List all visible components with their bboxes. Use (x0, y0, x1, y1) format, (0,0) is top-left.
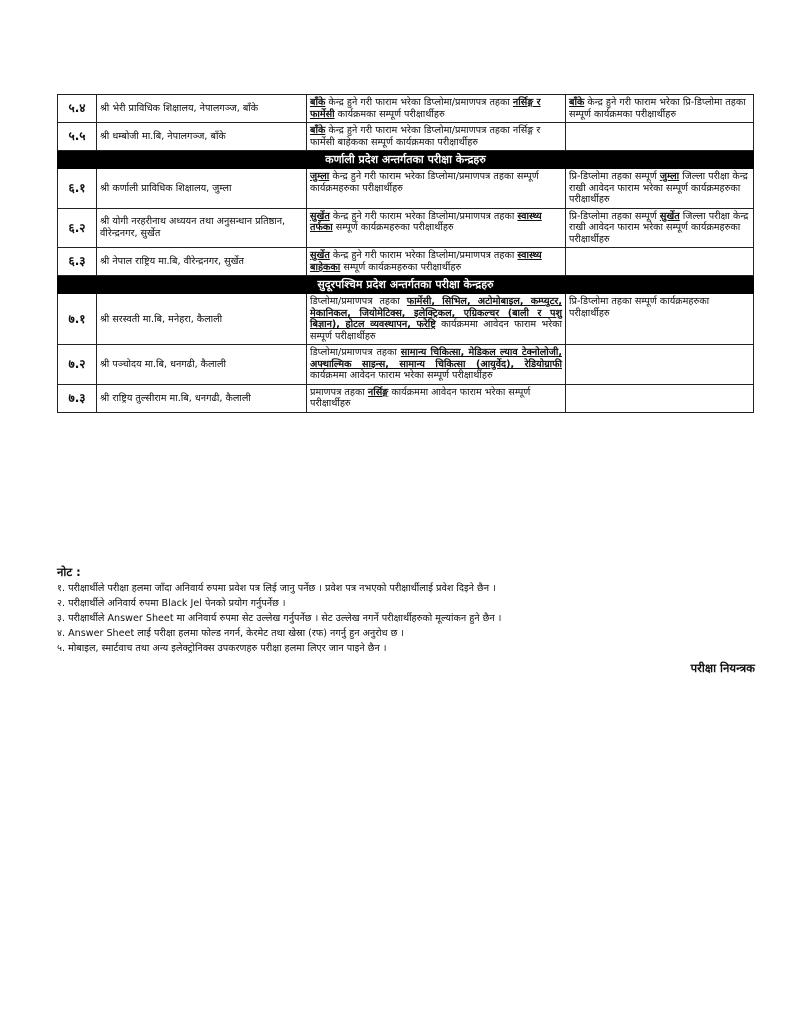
row-number: ७.१ (58, 294, 97, 345)
diploma-certificate-candidates (307, 169, 566, 209)
highlighted-text: सामान्य चिकित्सा, मेडिकल ल्याव टेक्नोलोजी, अफ्थाल्मिक साइन्स, सामान्य चिकित्सा (आयुर्वेद), रेडियोग्राफी (310, 347, 562, 370)
text-segment: केन्द्र हुने गरी फाराम भरेका डिप्लोमा/प्रमाणपत्र तहका सम्पूर्ण कार्यक्रमहरुका परीक्षार्थीहरु (310, 171, 539, 194)
exam-center-table (57, 94, 754, 413)
text-segment: प्रि-डिप्लोमा तहका सम्पूर्ण (569, 210, 660, 222)
province-header-row (58, 276, 754, 294)
pre-diploma-candidates (566, 208, 754, 248)
text-segment: प्रि-डिप्लोमा तहका सम्पूर्ण (569, 171, 660, 183)
diploma-certificate-candidates (307, 123, 566, 151)
row-number: ७.२ (58, 345, 97, 385)
row-number: ६.२ (58, 208, 97, 248)
row-number: ६.३ (58, 248, 97, 276)
exam-center-name: श्री नेपाल राष्ट्रिय मा.बि, वीरेन्द्रनगर, सुर्खेत (97, 248, 307, 276)
highlighted-text: फार्मेसी, सिभिल, अटोमोबाइल, कम्प्युटर, मेकानिकल, जियोमेटिक्स, इलेक्ट्रिकल, एग्रिकल्चर (बाली र पशु बिज्ञान), होटल व्यवस्थापन, फरेष्ट्रि (310, 296, 562, 331)
exam-center-name: श्री कर्णाली प्राविधिक शिक्षालय, जुम्ला (97, 169, 307, 209)
text-segment: सम्पूर्ण कार्यक्रमहरुका परीक्षार्थीहरु (332, 222, 454, 234)
note-item: ४. Answer Sheet लाई परीक्षा हलमा फोल्ड नगर्न, केरमेट तथा खेस्रा (रफ) नगर्नु हुन अनुरोध छ । (57, 628, 405, 639)
table-row (58, 169, 754, 209)
note-item: ५. मोबाइल, स्मार्टवाच तथा अन्य इलेक्ट्रोनिक्स उपकरणहरु परीक्षा हलमा लिएर जान पाइने छैन । (57, 643, 387, 654)
row-number: ५.५ (58, 123, 97, 151)
highlighted-text: नर्सिङ्ग र फार्मेसी (310, 97, 541, 120)
table-row (58, 123, 754, 151)
table-row (58, 345, 754, 385)
text-segment: केन्द्र हुने गरी फाराम भरेका डिप्लोमा/प्रमाणपत्र तहका (329, 250, 518, 262)
exam-center-name: श्री धम्बोजी मा.बि, नेपालगञ्ज, बाँके (97, 123, 307, 151)
highlighted-text: सुर्खेत (310, 250, 330, 262)
text-segment: केन्द्र हुने गरी फाराम भरेका डिप्लोमा/प्रमाणपत्र तहका (329, 210, 518, 222)
row-number: ५.४ (58, 95, 97, 123)
highlighted-text: बाँके (310, 97, 326, 108)
pre-diploma-candidates (566, 345, 754, 385)
note-item: २. परीक्षार्थीले अनिवार्य रुपमा Black Jel पेनको प्रयोग गर्नुपर्नेछ । (57, 598, 286, 609)
table-row (58, 294, 754, 345)
row-number: ६.१ (58, 169, 97, 209)
diploma-certificate-candidates (307, 248, 566, 276)
diploma-certificate-candidates (307, 95, 566, 123)
note-item: ३. परीक्षार्थीले Answer Sheet मा अनिवार्य रुपमा सेट उल्लेख गर्नुपर्नेछ । सेट उल्लेख नगर्ने परीक्षार्थीहरुको मूल्यांकन हुने छैन । (57, 613, 502, 624)
table-row (58, 248, 754, 276)
exam-center-name: श्री योगी नरहरीनाथ अध्ययन तथा अनुसन्धान प्रतिष्ठान, वीरेन्द्रनगर, सुर्खेत (97, 208, 307, 248)
signature-exam-controller: परीक्षा नियन्त्रक (690, 661, 755, 675)
text-segment: कार्यक्रममा आवेदन फाराम भरेका सम्पूर्ण परीक्षार्थीहरु (310, 386, 531, 410)
text-segment: सम्पूर्ण कार्यक्रमहरुका परीक्षार्थीहरु (340, 261, 462, 273)
exam-center-name: श्री पञ्चोदय मा.बि, धनगढी, कैलाली (97, 345, 307, 385)
text-segment: जिल्ला परीक्षा केन्द्र राखी आवेदन फाराम भरेका सम्पूर्ण कार्यक्रमहरुका परीक्षार्थीहरु (569, 171, 748, 206)
table-row (58, 95, 754, 123)
text-segment: डिप्लोमा/प्रमाणपत्र तहका (310, 296, 407, 308)
highlighted-text: नर्सिङ्ग (367, 386, 389, 398)
province-header-row (58, 151, 754, 169)
text-segment: केन्द्र हुने गरी फाराम भरेका डिप्लोमा/प्रमाणपत्र तहका नर्सिङ्ग र फार्मेसी बाहेकका सम्पूर्ण कार्यक्रमका परीक्षार्थीहरु (310, 125, 541, 148)
province-header: सुदूरपश्चिम प्रदेश अन्तर्गतका परीक्षा केन्द्रहरु (58, 276, 754, 294)
text-segment: डिप्लोमा/प्रमाणपत्र तहका (310, 347, 401, 359)
pre-diploma-candidates (566, 123, 754, 151)
text-segment: जिल्ला परीक्षा केन्द्र राखी आवेदन फाराम भरेका सम्पूर्ण कार्यक्रमहरुका परीक्षार्थीहरु (569, 210, 749, 245)
text-segment: प्रि-डिप्लोमा तहका सम्पूर्ण कार्यक्रमहरुका परीक्षार्थीहरु (569, 296, 710, 319)
notes-title: नोट : (57, 565, 81, 579)
notes-section (57, 564, 757, 656)
pre-diploma-candidates (566, 169, 754, 209)
notes-list (57, 581, 757, 656)
text-segment: कार्यक्रमका सम्पूर्ण परीक्षार्थीहरु (334, 108, 445, 120)
text-segment: कार्यक्रममा आवेदन फाराम भरेका सम्पूर्ण परीक्षार्थीहरु (310, 370, 493, 382)
diploma-certificate-candidates (307, 208, 566, 248)
table-row (58, 384, 754, 412)
highlighted-text: स्वास्थ्य तर्फका (310, 210, 542, 234)
text-segment: केन्द्र हुने गरी फाराम भरेका प्रि-डिप्लोमा तहका सम्पूर्ण कार्यक्रमका परीक्षार्थीहरु (569, 97, 746, 120)
highlighted-text: स्वास्थ्य बाहेकका (310, 250, 542, 273)
exam-center-name: श्री राष्ट्रिय तुल्सीराम मा.बि, धनगढी, कैलाली (97, 384, 307, 412)
highlighted-text: बाँके (310, 125, 326, 136)
text-segment: प्रमाणपत्र तहका (310, 386, 368, 398)
diploma-certificate-candidates (307, 384, 566, 412)
exam-center-name: श्री सरस्वती मा.बि, मनेहरा, कैलाली (97, 294, 307, 345)
highlighted-text: सुर्खेत (659, 210, 680, 222)
highlighted-text: जुम्ला (310, 171, 330, 183)
pre-diploma-candidates (566, 248, 754, 276)
row-number: ७.३ (58, 384, 97, 412)
diploma-certificate-candidates (307, 294, 566, 345)
table-row (58, 208, 754, 248)
text-segment: कार्यक्रममा आवेदन फाराम भरेका सम्पूर्ण परीक्षार्थीहरु (310, 319, 562, 342)
highlighted-text: बाँके (569, 97, 585, 108)
highlighted-text: जुम्ला (659, 171, 680, 183)
province-header: कर्णाली प्रदेश अन्तर्गतका परीक्षा केन्द्रहरु (58, 151, 754, 169)
pre-diploma-candidates (566, 384, 754, 412)
pre-diploma-candidates (566, 95, 754, 123)
text-segment: केन्द्र हुने गरी फाराम भरेका डिप्लोमा/प्रमाणपत्र तहका (325, 97, 513, 108)
pre-diploma-candidates (566, 294, 754, 345)
note-item: १. परीक्षार्थीले परीक्षा हलमा जाँदा अनिवार्य रुपमा प्रवेश पत्र लिई जानु पर्नेछ । प्रवेश पत्र नभएको परीक्षार्थीलाई प्रवेश दिइने छैन । (57, 583, 496, 594)
highlighted-text: सुर्खेत (310, 210, 330, 222)
diploma-certificate-candidates (307, 345, 566, 385)
exam-center-table-body (58, 95, 754, 413)
exam-center-name: श्री भेरी प्राविधिक शिक्षालय, नेपालगञ्ज, बाँके (97, 95, 307, 123)
